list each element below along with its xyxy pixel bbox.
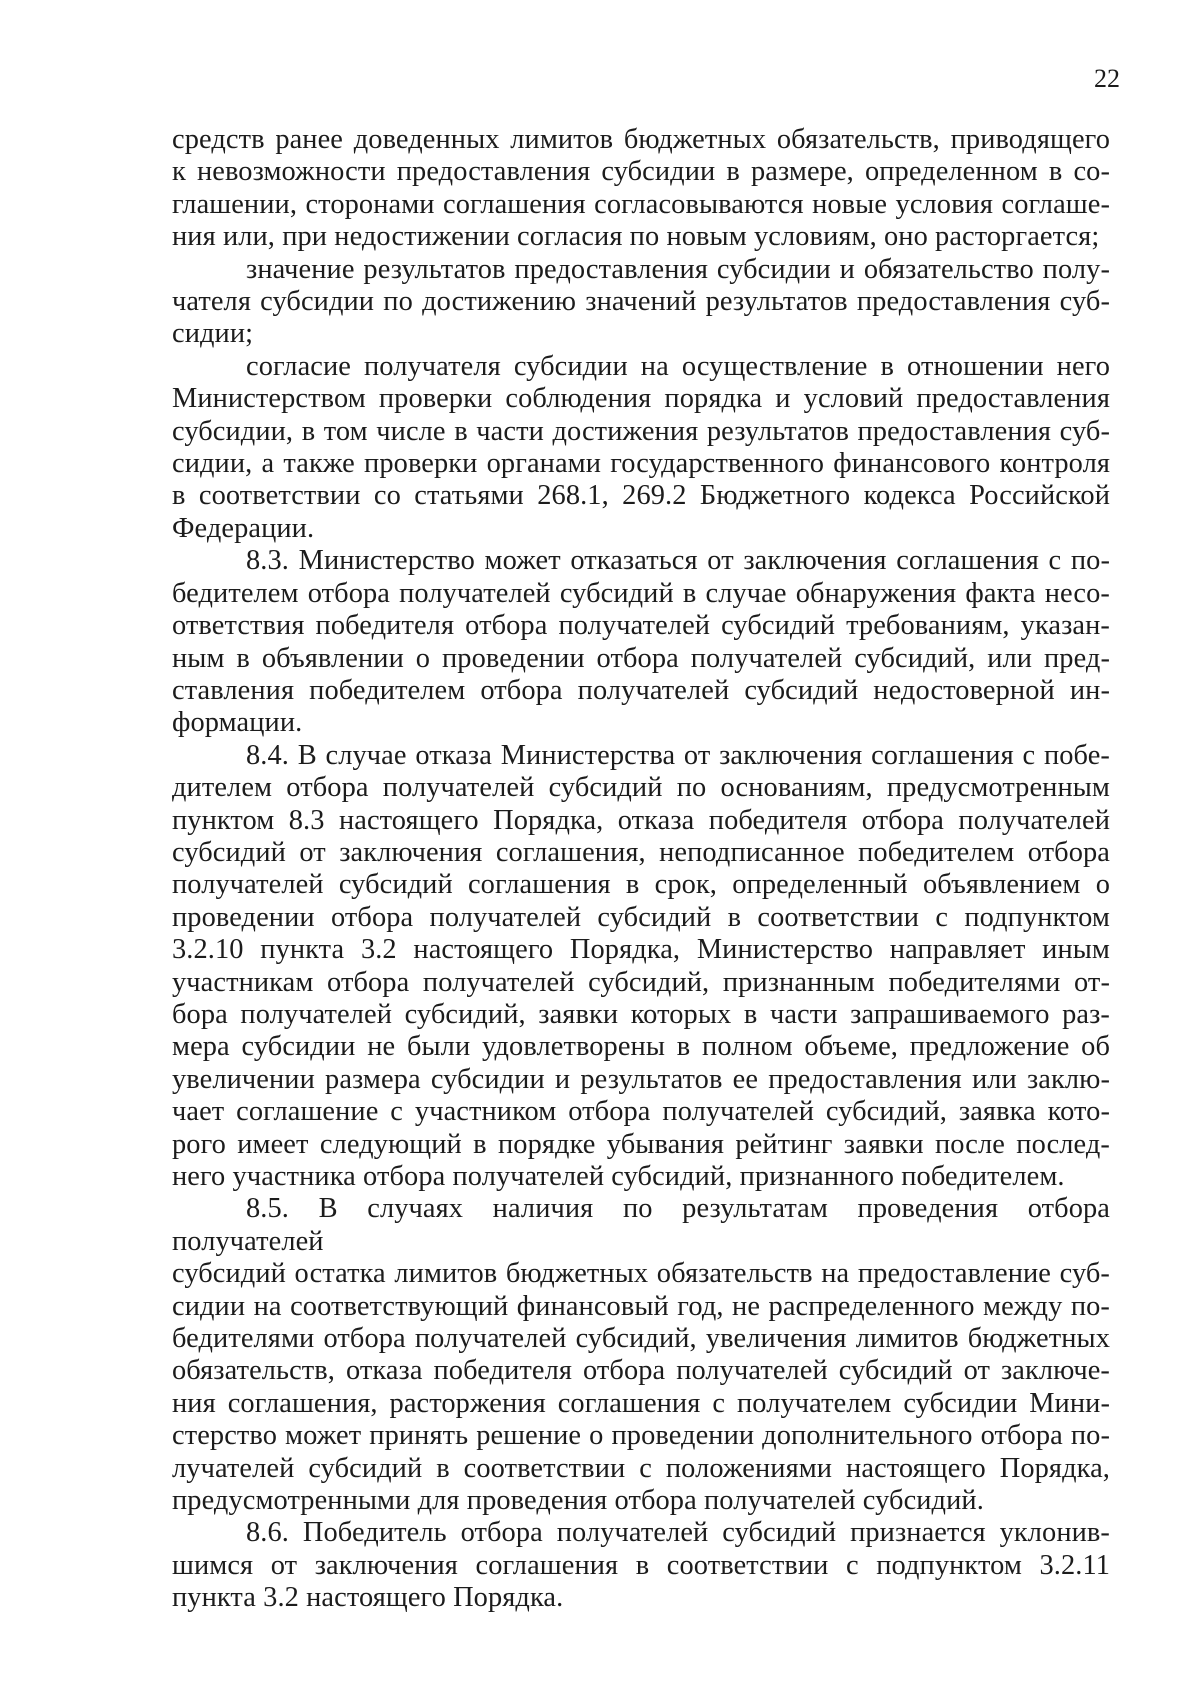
text-line: глашении, сторонами соглашения согласовываются новые условия соглаше- <box>172 188 1110 220</box>
page-number: 22 <box>1094 64 1120 93</box>
text-line: ставления победителем отбора получателей субсидий недостоверной ин- <box>172 674 1110 706</box>
text-line: ным в объявлении о проведении отбора получателей субсидий, или пред- <box>172 642 1110 674</box>
text-line: формации. <box>172 707 303 739</box>
text-line: чателя субсидии по достижению значений результатов предоставления суб- <box>172 286 1110 318</box>
text-line: увеличении размера субсидии и результатов ее предоставления или заклю- <box>172 1063 1110 1095</box>
body-text <box>172 124 1110 1615</box>
text-line: стерство может принять решение о проведении дополнительного отбора по- <box>172 1420 1110 1452</box>
text-line: 8.5. В случаях наличия по результатам проведения отбора получателей <box>172 1193 1110 1257</box>
text-line: бедителем отбора получателей субсидий в случае обнаружения факта несо- <box>172 577 1110 609</box>
text-line: чает соглашение с участником отбора получателей субсидий, заявка кото- <box>172 1096 1110 1128</box>
text-line: участникам отбора получателей субсидий, признанным победителями от- <box>172 966 1110 998</box>
text-line: 8.6. Победитель отбора получателей субсидий признается уклонив- <box>246 1517 1110 1549</box>
text-line: пункта 3.2 настоящего Порядка. <box>172 1582 564 1614</box>
text-line: лучателей субсидий в соответствии с положениями настоящего Порядка, <box>172 1452 1110 1484</box>
paragraph-result-values <box>172 254 1110 351</box>
text-line: ния соглашения, расторжения соглашения с получателем субсидии Мини- <box>172 1387 1110 1419</box>
text-line: мера субсидии не были удовлетворены в полном объеме, предложение об <box>172 1031 1110 1063</box>
text-line: согласие получателя субсидии на осуществление в отношении него <box>246 350 1110 382</box>
paragraph-clause-8-5 <box>172 1193 1110 1517</box>
paragraph-continuation <box>172 124 1110 254</box>
text-line: средств ранее доведенных лимитов бюджетных обязательств, приводящего <box>172 124 1110 155</box>
text-line: сидии; <box>172 318 254 350</box>
text-line: бора получателей субсидий, заявки которых в части запрашиваемого раз- <box>172 998 1110 1030</box>
text-line: бедителями отбора получателей субсидий, увеличения лимитов бюджетных <box>172 1323 1110 1355</box>
text-line: шимся от заключения соглашения в соответствии с подпунктом 3.2.11 <box>172 1549 1110 1581</box>
text-line: 3.2.10 пункта 3.2 настоящего Порядка, Министерство направляет иным <box>172 934 1110 966</box>
text-line: Федерации. <box>172 512 315 544</box>
paragraph-clause-8-4 <box>172 740 1110 1194</box>
text-line: предусмотренными для проведения отбора получателей субсидий. <box>172 1485 984 1517</box>
text-line: дителем отбора получателей субсидий по основаниям, предусмотренным <box>172 772 1110 804</box>
text-line: Министерством проверки соблюдения порядка и условий предоставления <box>172 383 1110 415</box>
paragraph-consent <box>172 351 1110 545</box>
text-line: сидии, а также проверки органами государственного финансового контроля <box>172 448 1110 480</box>
text-line: пунктом 8.3 настоящего Порядка, отказа победителя отбора получателей <box>172 804 1110 836</box>
text-line: субсидий остатка лимитов бюджетных обязательств на предоставление суб- <box>172 1258 1110 1290</box>
text-line: значение результатов предоставления субсидии и обязательство полу- <box>246 253 1110 285</box>
text-line: ответствия победителя отбора получателей субсидий требованиям, указан- <box>172 610 1110 642</box>
text-line: обязательств, отказа победителя отбора получателей субсидий от заключе- <box>172 1355 1110 1387</box>
text-line: рого имеет следующий в порядке убывания рейтинг заявки после послед- <box>172 1128 1110 1160</box>
paragraph-clause-8-6 <box>172 1517 1110 1614</box>
text-line: получателей субсидий соглашения в срок, определенный объявлением о <box>172 869 1110 901</box>
text-line: к невозможности предоставления субсидии в размере, определенном в со- <box>172 156 1110 188</box>
paragraph-clause-8-3 <box>172 545 1110 739</box>
text-line: сидии на соответствующий финансовый год, не распределенного между по- <box>172 1290 1110 1322</box>
text-line: ния или, при недостижении согласия по новым условиям, оно расторгается; <box>172 221 1100 253</box>
text-line: 8.3. Министерство может отказаться от заключения соглашения с по- <box>246 545 1110 577</box>
text-line: субсидии, в том числе в части достижения результатов предоставления суб- <box>172 415 1110 447</box>
text-line: в соответствии со статьями 268.1, 269.2 Бюджетного кодекса Российской <box>172 480 1110 512</box>
text-line: 8.4. В случае отказа Министерства от заключения соглашения с побе- <box>246 739 1110 771</box>
text-line: проведении отбора получателей субсидий в соответствии с подпунктом <box>172 901 1110 933</box>
text-line: субсидий от заключения соглашения, неподписанное победителем отбора <box>172 836 1110 868</box>
text-line: него участника отбора получателей субсидий, признанного победителем. <box>172 1161 1065 1192</box>
